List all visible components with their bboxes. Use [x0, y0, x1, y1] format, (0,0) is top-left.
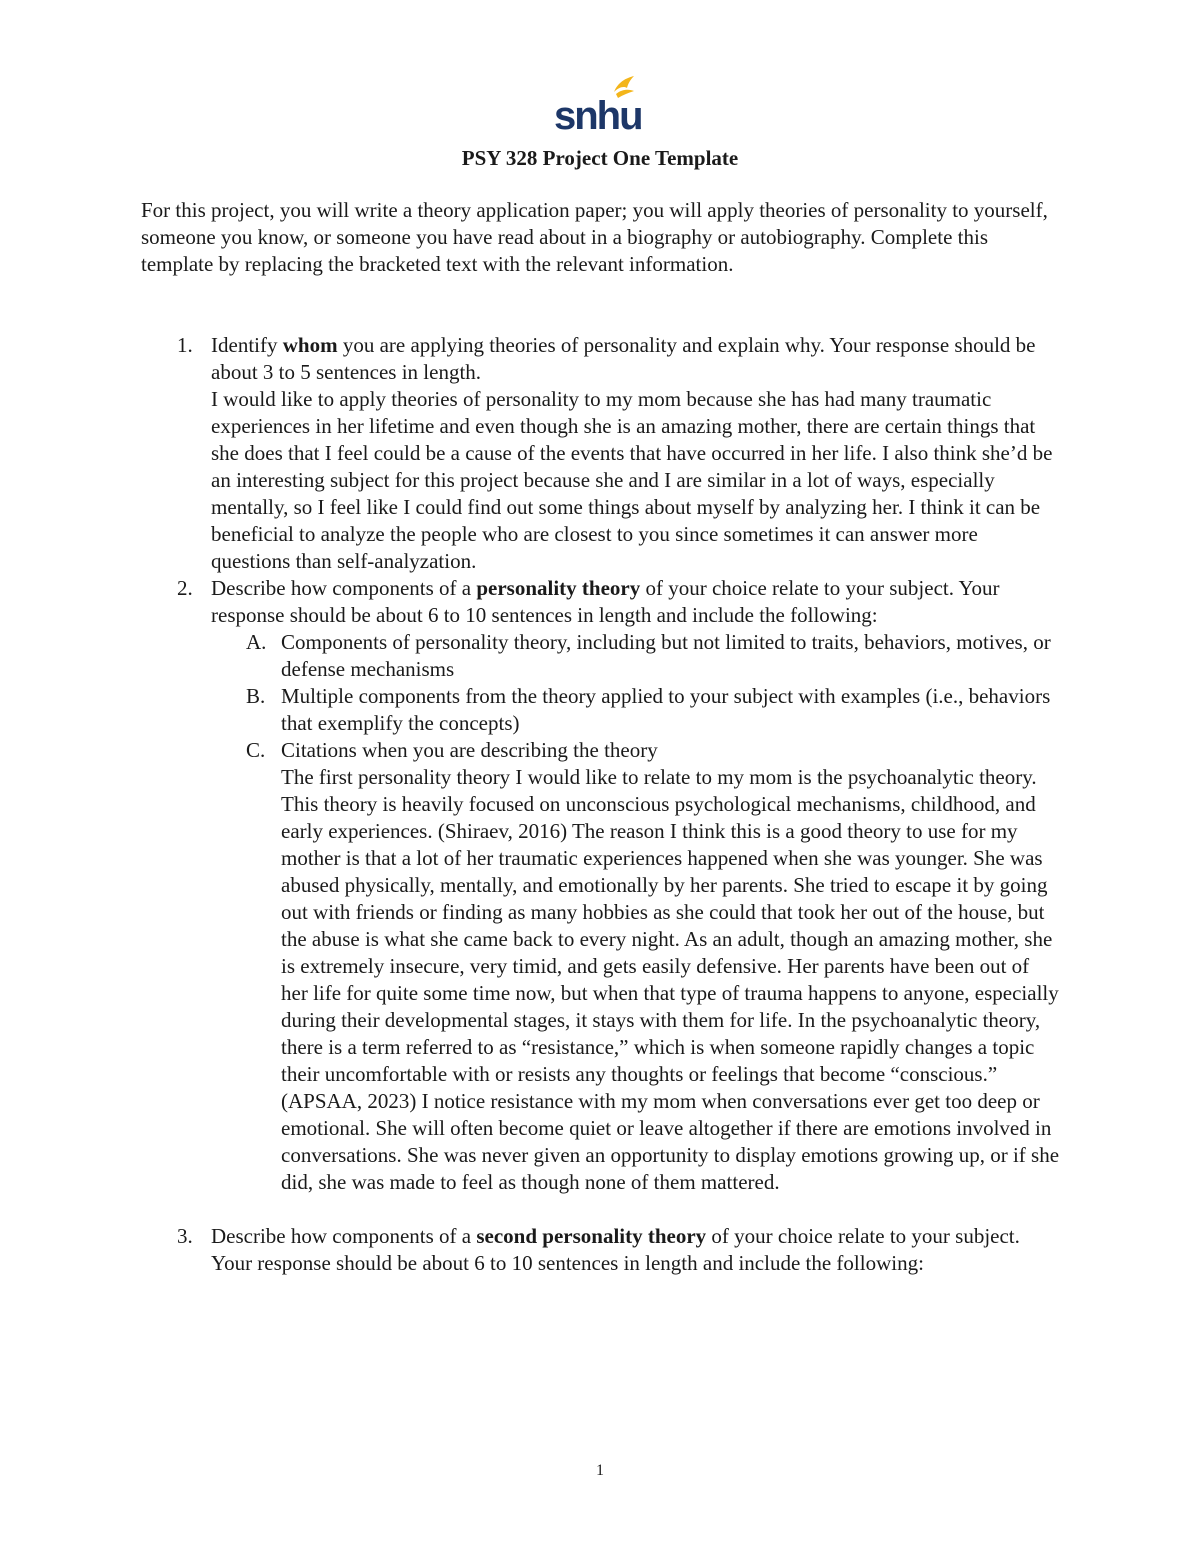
prompt-text: of your choice relate to your subject. Your response should be about 6 to 10 sentences in length and include the following:: [211, 576, 1000, 627]
sub-item-a: [211, 629, 1061, 683]
spacer: [141, 1196, 1061, 1223]
prompt-emphasis: second personality theory: [476, 1224, 707, 1248]
sub-requirements: [211, 629, 1061, 1196]
question-item-2: [141, 575, 1061, 1196]
prompt-text: you are applying theories of personality and explain why. Your response should be about 3 to 5 sentences in length.: [211, 333, 1036, 384]
prompt-emphasis: whom: [282, 333, 338, 357]
snhu-logo-graphic: [552, 74, 642, 134]
item-number: 1.: [177, 333, 193, 357]
snhu-logo: [552, 74, 642, 134]
prompt-text: Describe how components of a: [211, 1224, 477, 1248]
prompt-text: Describe how components of a: [211, 576, 477, 600]
sub-text: Components of personality theory, including but not limited to traits, behaviors, motives, or defense mechanisms: [281, 630, 1051, 681]
response-text: I would like to apply theories of personality to my mom because she has had many traumatic experiences in her lifetime and even though she is an amazing mother, there are certain things that she does that I feel could be a cause of the events that have occurred in her life. I also think she’d be an interesting subject for this project because she and I are similar in a lot of ways, especially mentally, so I feel like I could find out some things about myself by analyzing her. I think it can be beneficial to analyze the people who are closest to you since sometimes it can answer more questions than self-analyzation.: [211, 387, 1053, 573]
page-title: PSY 328 Project One Template: [461, 146, 739, 170]
intro-paragraph: For this project, you will write a theory application paper; you will apply theories of personality to yourself, someone you know, or someone you have read about in a biography or autobiography. Complete this template by replacing the bracketed text with the relevant information.: [141, 198, 1048, 276]
sub-item-c: [211, 737, 1061, 1196]
sub-letter: A.: [246, 630, 267, 654]
sub-letter: B.: [246, 684, 266, 708]
sub-text: Citations when you are describing the theory: [281, 738, 658, 762]
question-prompt: [211, 332, 1061, 386]
prompt-text: of your choice relate to your subject. Your response should be about 6 to 10 sentences in length and include the following:: [211, 1224, 1020, 1275]
question-prompt: [211, 1223, 1061, 1277]
response-text: The first personality theory I would like to relate to my mom is the psychoanalytic theory. This theory is heavily focused on unconscious psychological mechanisms, childhood, and early experiences. (Shiraev, 2016) The reason I think this is a good theory to use for my mother is that a lot of her traumatic experiences happened when she was younger. She was abused physically, mentally, and emotionally by her parents. She tried to escape it by going out with friends or finding as many hobbies as she could that took her out of the house, but the abuse is what she came back to every night. As an adult, though an amazing mother, she is extremely insecure, very timid, and gets easily defensive. Her parents have been out of her life for quite some time now, but when that type of trauma happens to anyone, especially during their developmental stages, it stays with them for life. In the psychoanalytic theory, there is a term referred to as “resistance,” which is when someone rapidly changes a topic their uncomfortable with or resists any thoughts or feelings that become “conscious.” (APSAA, 2023) I notice resistance with my mom when conversations ever get too deep or emotional. She will often become quiet or leave altogether if there are emotions involved in conversations. She was never given an opportunity to display emotions growing up, or if she did, she was made to feel as though none of them mattered.: [281, 765, 1060, 1194]
question-prompt: [211, 575, 1061, 629]
question-item-3: [141, 1223, 1061, 1277]
item-number: 3.: [177, 1224, 193, 1248]
sub-item-b: [211, 683, 1061, 737]
question-list: [141, 332, 1061, 1277]
sub-letter: C.: [246, 738, 266, 762]
question-item-1: [141, 332, 1061, 575]
prompt-emphasis: personality theory: [476, 576, 641, 600]
svg-text:snhu: snhu: [554, 94, 642, 134]
sub-text: Multiple components from the theory applied to your subject with examples (i.e., behaviors that exemplify the concepts): [281, 684, 1051, 735]
item-number: 2.: [177, 576, 193, 600]
prompt-text: Identify: [211, 333, 283, 357]
page-number: 1: [596, 1462, 604, 1479]
